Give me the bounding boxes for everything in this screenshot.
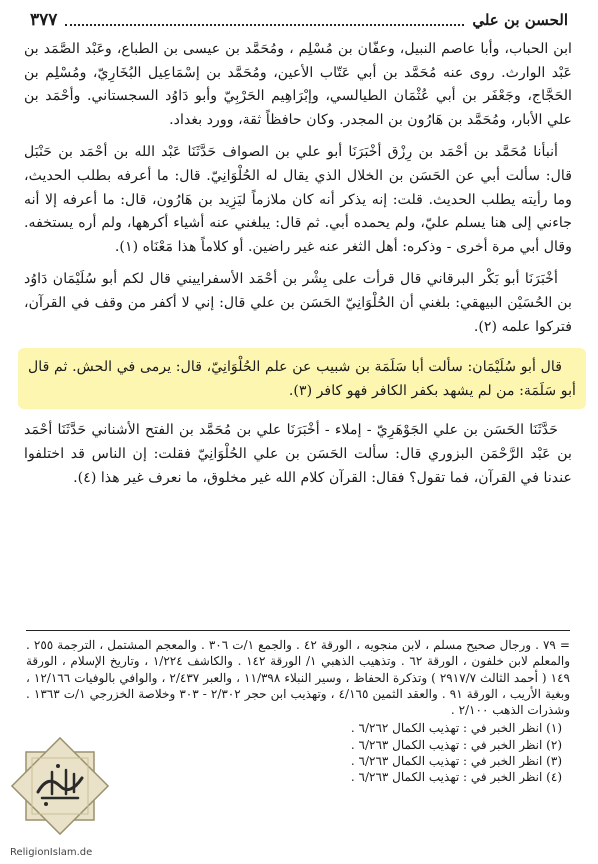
running-title: الحسن بن علي bbox=[472, 11, 568, 29]
footnote-3: (٣) انظر الخبر في : تهذيب الكمال ٦/٢٦٣ . bbox=[350, 754, 562, 769]
footnote-1: (١) انظر الخبر في : تهذيب الكمال ٦/٢٦٢ . bbox=[350, 721, 562, 736]
page-header bbox=[30, 8, 568, 32]
footnote-references: = ٧٩ . ورجال صحيح مسلم ، لابن منجويه ، الورقة ٤٢ . والجمع ١/ت ٣٠٦ . والمعجم المشتمل ، الترجمة ٢٥٥ . والمعلم لابن خلفون ، الورقة ٦٢ . وتذهيب الذهبي ١/ الورقة ١٤٢ . والكاشف ١/٢٢٤ ، وتاريخ الإسلام ، الورقة ١٤٩ ( أحمد الثالث ٢٩١٧/٧ ) وتذكرة الحفاظ ، وسير النبلاء ١١/٣٩٨ ، والعبر ٢/٤٣٧ ، والوافي بالوفيات ١٢/١٦٦ ، وبغية الأريب ، الورقة ٩١ . والعقد الثمين ٤/١٦٥ ، وتهذيب ابن حجر ٢/٣٠٢ - ٣٠٣ وخلاصة الخزرجي ١/ت ١٣٦٣ . وشذرات الذهب ٢/١٠٠ . bbox=[26, 638, 571, 718]
page-number: ٣٧٧ bbox=[30, 10, 58, 30]
watermark-caption: ReligionIslam.de bbox=[10, 847, 93, 858]
paragraph-5: حَدَّثَنَا الحَسَن بن علي الجَوْهَرِيّ - إملاء - أخْبَرَنَا علي بن مُحَمَّد بن الفتح الأشناني حَدَّثَنَا أحْمَد بن عَبْد الرَّحْمَن البزوري قال: سألت الحَسَن بن علي الحُلْوَانِيّ فقلت: إن الناس قد اختلفوا عندنا في القرآن، فما تقول؟ فقال: القرآن كلام الله غير مخلوق، ما نعرف غير هذا (٤). bbox=[24, 422, 572, 486]
footnote-4: (٤) انظر الخبر في : تهذيب الكمال ٦/٢٦٣ . bbox=[350, 770, 562, 785]
header-leader-dots bbox=[65, 14, 464, 26]
paragraph-2: أنبأنا مُحَمَّد بن أحْمَد بن رِزْق أخْبَرَنَا أبو علي بن الصواف حَدَّثَنَا عَبْد الله بن أحْمَد بن حَنْبَل قال: سألت أبي عن الحَسَن بن الخلال الذي يقال له الحُلْوَانِيّ. قال: ما أعرفه بطلب الحديث، وما رأيته يطلب الحديث. قلت: إنه يذكر أنه كان ملازماً ليَزِيد بن هَارُون، قال: ما أعرفه إلا أنه جاءني إلى هنا يسلم عليّ، ولم يحمده أبي. ثم قال: يبلغني عنه أشياء أكرهها، ولم أره يستخفه. وقال أبي مرة أخرى - وذكره: أهل الثغر عنه غير راضين. أو كلاماً هذا مَعْنَاه (١). bbox=[24, 144, 572, 255]
watermark-logo-icon bbox=[8, 734, 112, 838]
footnote-separator bbox=[26, 630, 570, 631]
paragraph-1: ابن الحباب، وأبا عاصم النبيل، وعفّان بن مُسْلِم ، ومُحَمَّد بن عيسى بن الطباع، وعَبْد الصَّمَد بن عَبْد الوارث. روى عنه مُحَمَّد بن أبي عَتّاب الأعين، ومُحَمَّد بن إسْمَاعِيل البُخَارِيّ، ومُسْلِم بن الحَجَّاج، وجَعْفَر بن أبي عُثْمَان الطيالسي، وإبْرَاهِيم الحَرْبِيّ وأبو دَاوُد السجستاني. وأحْمَد بن علي الأبار، ومُحَمَّد بن هَارُون بن المجدر. وكان حافظاً ثقة، وورد بغداد. bbox=[24, 41, 572, 128]
paragraph-3: أخْبَرَنَا أبو بَكْر البرقاني قال قرأت على بِشْر بن أحْمَد الأسفراييني قال لكم أبو سُلَيْمَان دَاوُد بن الحُسَيْن البيهقي: بلغني أن الحُلْوَانِيّ الحَسَن بن علي قال: إني لا أكفر من وقف في القرآن، فتركوا علمه (٢). bbox=[24, 271, 572, 335]
highlighted-paragraph: قال أبو سُلَيْمَان: سألت أبا سَلَمَة بن شبيب عن علم الحُلْوَانِيّ، قال: يرمى في الحش. ثم قال أبو سَلَمَة: من لم يشهد بكفر الكافر فهو كافر (٣). bbox=[18, 348, 586, 409]
main-text bbox=[24, 38, 576, 499]
footnote-2: (٢) انظر الخبر في : تهذيب الكمال ٦/٢٦٣ . bbox=[350, 737, 562, 752]
